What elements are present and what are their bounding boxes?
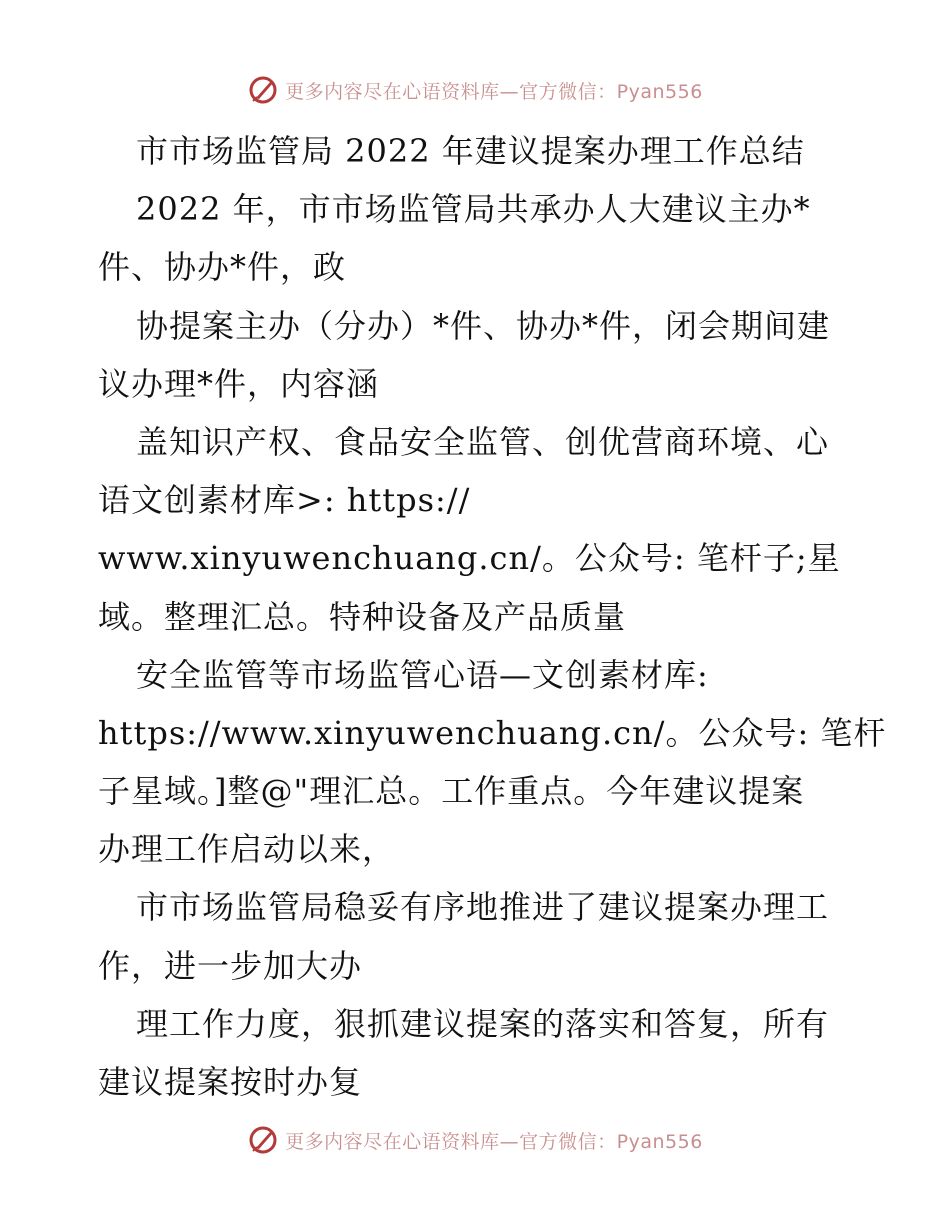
paragraph-line: 协提案主办（分办）*件、协办*件，闭会期间建	[136, 306, 831, 345]
paragraph-line: 市市场监管局稳妥有序地推进了建议提案办理工	[136, 888, 830, 927]
paragraph-line: 件、协办*件，政	[98, 248, 347, 287]
paragraph-line: https://www.xinyuwenchuang.cn/。公众号: 笔杆	[98, 713, 887, 752]
paragraph-line: www.xinyuwenchuang.cn/。公众号: 笔杆子;星	[98, 539, 841, 578]
paragraph-line: 语文创素材库>: https://	[98, 481, 471, 520]
paragraph-line: 议办理*件，内容涵	[98, 364, 380, 403]
header-watermark	[0, 70, 950, 110]
document-title: 市市场监管局 2022 年建议提案办理工作总结	[136, 132, 805, 170]
paragraph-line: 2022 年，市市场监管局共承办人大建议主办*	[136, 190, 811, 229]
quill-logo-icon	[247, 74, 279, 106]
watermark-text: 更多内容尽在心语资料库—官方微信：Pyan556	[285, 80, 703, 103]
footer-watermark	[0, 1120, 950, 1160]
paragraph-line: 盖知识产权、食品安全监管、创优营商环境、心	[136, 422, 830, 461]
quill-logo-icon	[247, 1124, 279, 1156]
watermark-text: 更多内容尽在心语资料库—官方微信：Pyan556	[285, 1130, 703, 1153]
paragraph-line: 作，进一步加大办	[98, 946, 363, 985]
document-body	[98, 122, 887, 1111]
paragraph-line: 办理工作启动以来，	[98, 830, 396, 869]
paragraph-line: 理工作力度，狠抓建议提案的落实和答复，所有	[136, 1004, 830, 1043]
paragraph-line: 建议提案按时办复	[98, 1063, 363, 1101]
paragraph-line: 安全监管等市场监管心语—文创素材库:	[136, 655, 709, 694]
paragraph-line: 域。整理汇总。特种设备及产品质量	[98, 597, 627, 636]
paragraph-line: 子星域。]整@"理汇总。工作重点。今年建议提案	[98, 772, 805, 811]
